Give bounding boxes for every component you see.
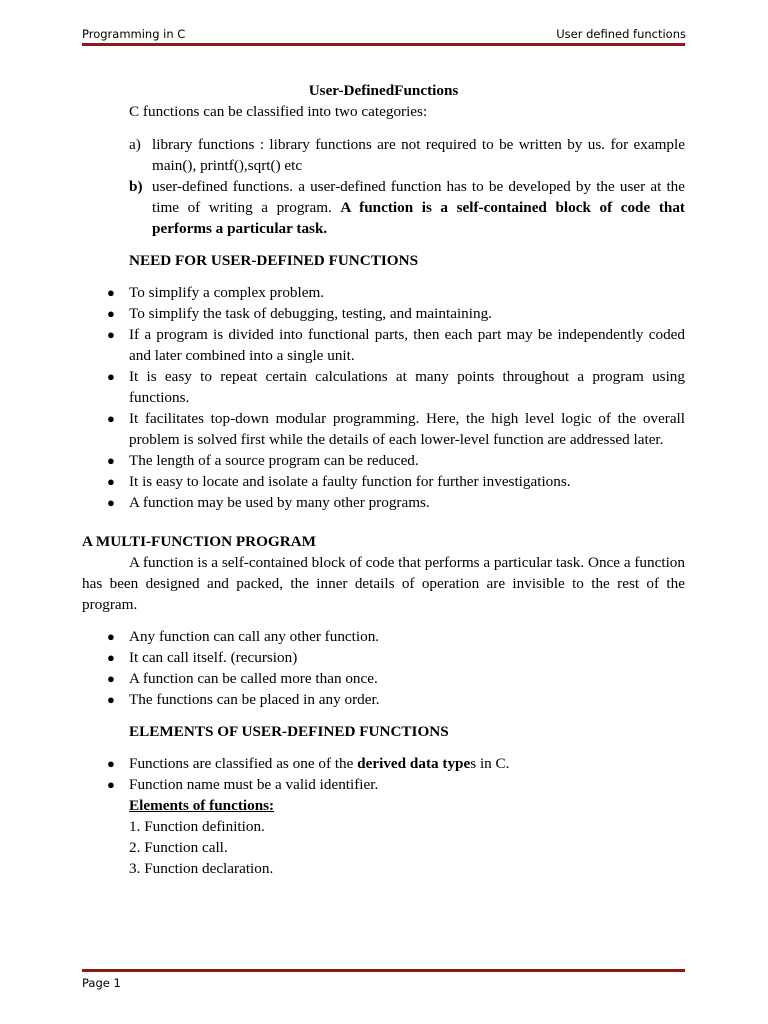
list-item-text: It is easy to repeat certain calculations at many points throughout a program using functions. — [129, 368, 685, 406]
header-rule — [82, 43, 685, 46]
main-content — [82, 80, 685, 879]
elements-list — [82, 753, 685, 795]
category-text: user-defined functions. a user-defined function has to be developed by the user at the time of writing a program. — [152, 178, 685, 216]
bullet-icon: ● — [107, 369, 115, 384]
bullet-icon: ● — [107, 671, 115, 686]
list-item-text: To simplify a complex problem. — [129, 284, 325, 301]
bullet-icon: ● — [107, 650, 115, 665]
list-item-text: It can call itself. (recursion) — [129, 649, 298, 666]
list-item-text: To simplify the task of debugging, testing, and maintaining. — [129, 305, 492, 322]
list-item — [107, 626, 685, 647]
page-footer: Page 1 — [82, 976, 121, 990]
list-marker: a) — [129, 136, 141, 153]
list-item-text: The length of a source program can be reduced. — [129, 452, 419, 469]
bullet-icon: ● — [107, 285, 115, 300]
list-item-text-end: s in C. — [470, 755, 510, 772]
category-bold-text: A function is a self-contained block of code that performs a particular task. — [152, 199, 685, 237]
numbered-item: 2. Function call. — [129, 839, 228, 856]
list-item — [107, 753, 685, 774]
list-item — [107, 689, 685, 710]
category-item — [129, 134, 685, 176]
bullet-icon: ● — [107, 692, 115, 707]
intro-text: C functions can be classified into two categories: — [129, 103, 428, 120]
list-item — [107, 668, 685, 689]
list-item — [107, 450, 685, 471]
list-item-text: It facilitates top-down modular programming. Here, the high level logic of the overall problem is solved first while the details of each lower-level function are addressed later. — [129, 410, 685, 448]
header-left: Programming in C — [82, 27, 186, 41]
list-item-text: A function may be used by many other programs. — [129, 494, 430, 511]
multi-list — [82, 626, 685, 710]
numbered-item: 3. Function declaration. — [129, 860, 274, 877]
list-item-text: Functions are classified as one of the — [129, 755, 358, 772]
list-item — [107, 647, 685, 668]
bullet-icon: ● — [107, 306, 115, 321]
list-item — [107, 471, 685, 492]
list-item — [107, 492, 685, 513]
list-item-text: If a program is divided into functional parts, then each part may be independently coded and later combined into a single unit. — [129, 326, 685, 364]
need-heading: NEED FOR USER-DEFINED FUNCTIONS — [129, 252, 419, 269]
page-header — [82, 26, 686, 42]
footer-rule — [82, 969, 685, 972]
header-right: User defined functions — [556, 27, 686, 41]
bullet-icon: ● — [107, 756, 115, 771]
list-item-text: Function name must be a valid identifier. — [129, 776, 379, 793]
bullet-icon: ● — [107, 629, 115, 644]
category-text: library functions : library functions are not required to be written by us. for example main(), printf(),sqrt() etc — [152, 136, 685, 174]
list-item-text: The functions can be placed in any order. — [129, 691, 380, 708]
list-item — [107, 774, 685, 795]
list-item — [107, 366, 685, 408]
multi-paragraph: A function is a self-contained block of code that performs a particular task. Once a function has been designed and packed, the inner details of operation are invisible to the rest of the program. — [82, 554, 685, 613]
list-item — [107, 408, 685, 450]
list-item-text: A function can be called more than once. — [129, 670, 378, 687]
bullet-icon: ● — [107, 327, 115, 342]
category-list — [82, 134, 685, 239]
list-marker: b) — [129, 178, 143, 195]
need-list — [82, 282, 685, 513]
category-item — [129, 176, 685, 239]
list-item — [107, 303, 685, 324]
bullet-icon: ● — [107, 453, 115, 468]
list-item — [107, 282, 685, 303]
elements-subheading: Elements of functions: — [129, 797, 275, 814]
list-item-text: It is easy to locate and isolate a faulty function for further investigations. — [129, 473, 571, 490]
bullet-icon: ● — [107, 777, 115, 792]
page-title: User-DefinedFunctions — [308, 82, 459, 99]
multi-heading: A MULTI-FUNCTION PROGRAM — [82, 533, 317, 550]
numbered-item: 1. Function definition. — [129, 818, 265, 835]
elements-heading: ELEMENTS OF USER-DEFINED FUNCTIONS — [129, 723, 449, 740]
list-item-text: Any function can call any other function. — [129, 628, 380, 645]
bullet-icon: ● — [107, 495, 115, 510]
bullet-icon: ● — [107, 474, 115, 489]
bold-term: derived data type — [357, 755, 471, 772]
list-item — [107, 324, 685, 366]
bullet-icon: ● — [107, 411, 115, 426]
